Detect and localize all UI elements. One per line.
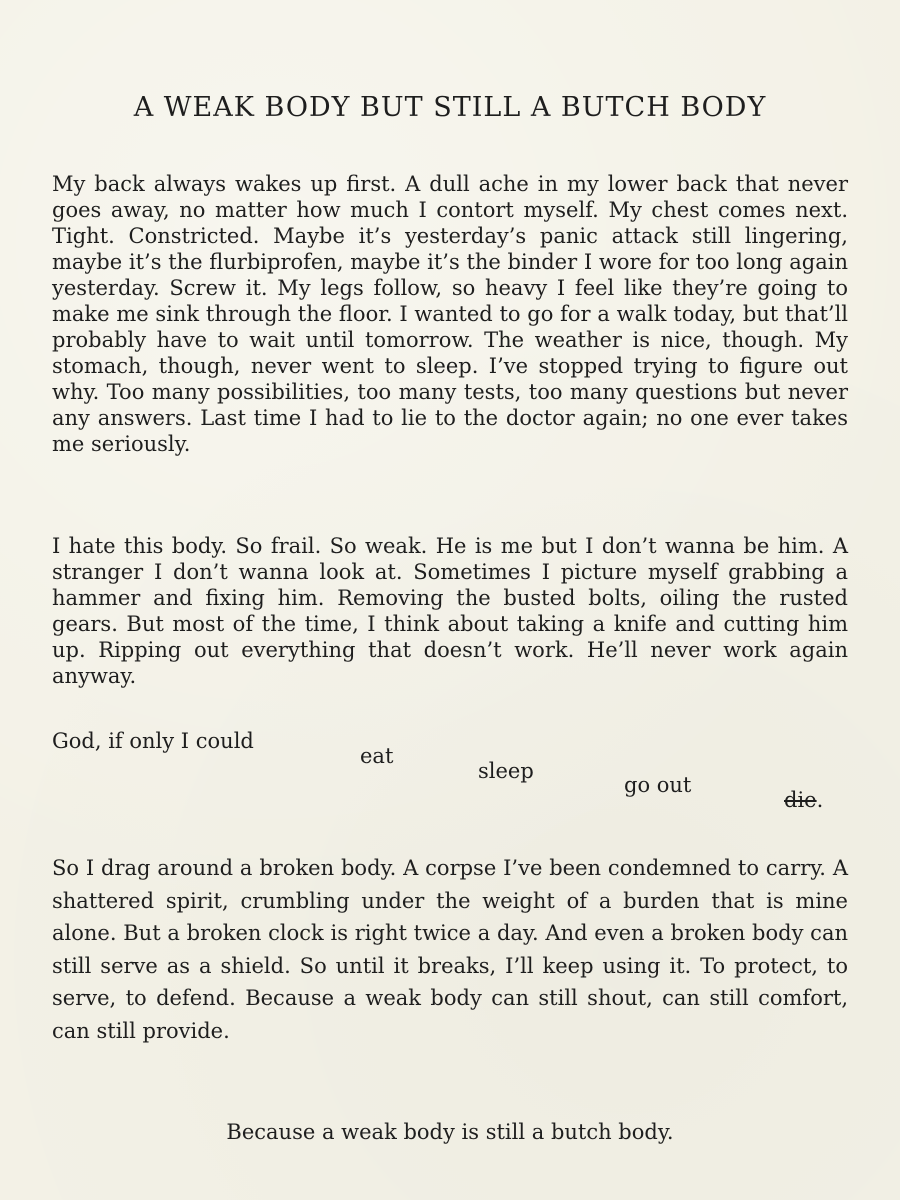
- paragraph-2: I hate this body. So frail. So weak. He is me but I don’t wanna be him. A stranger I don’t wanna look at. Sometimes I picture myself grabbing a hammer and fixing him. Removing the busted bolts, oiling the rusted gears. But most of the time, I think about taking a knife and cutting him up. Ripping out everything that doesn’t work. He’ll never work again anyway.: [52, 534, 848, 688]
- scattered-word-sleep: sleep: [478, 759, 534, 783]
- page-title: A WEAK BODY BUT STILL A BUTCH BODY: [133, 92, 767, 123]
- scattered-word-eat: eat: [360, 744, 394, 768]
- struck-word: die: [784, 788, 817, 812]
- scattered-word-die: [784, 787, 823, 813]
- paragraph-1: My back always wakes up first. A dull ache in my lower back that never goes away, no matter how much I contort myself. My chest comes next. Tight. Constricted. Maybe it’s yesterday’s panic attack still lingering, maybe it’s the flurbiprofen, maybe it’s the binder I wore for too long again yesterday. Screw it. My legs follow, so heavy I feel like they’re going to make me sink through the floor. I wanted to go for a walk today, but that’ll probably have to wait until tomorrow. The weather is nice, though. My stomach, though, never went to sleep. I’ve stopped trying to figure out why. Too many possibilities, too many tests, too many questions but never any answers. Last time I had to lie to the doctor again; no one ever takes me seriously.: [52, 172, 848, 456]
- closing-line: Because a weak body is still a butch body.: [226, 1120, 674, 1144]
- scattered-word-go-out: go out: [624, 773, 692, 797]
- end-punctuation: .: [816, 788, 824, 812]
- scattered-intro: God, if only I could: [52, 729, 254, 753]
- paragraph-3: So I drag around a broken body. A corpse I’ve been condemned to carry. A shattered spirit, crumbling under the weight of a burden that is mine alone. But a broken clock is right twice a day. And even a broken body can still serve as a shield. So until it breaks, I’ll keep using it. To protect, to serve, to defend. Because a weak body can still shout, can still comfort, can still provide.: [52, 856, 848, 1043]
